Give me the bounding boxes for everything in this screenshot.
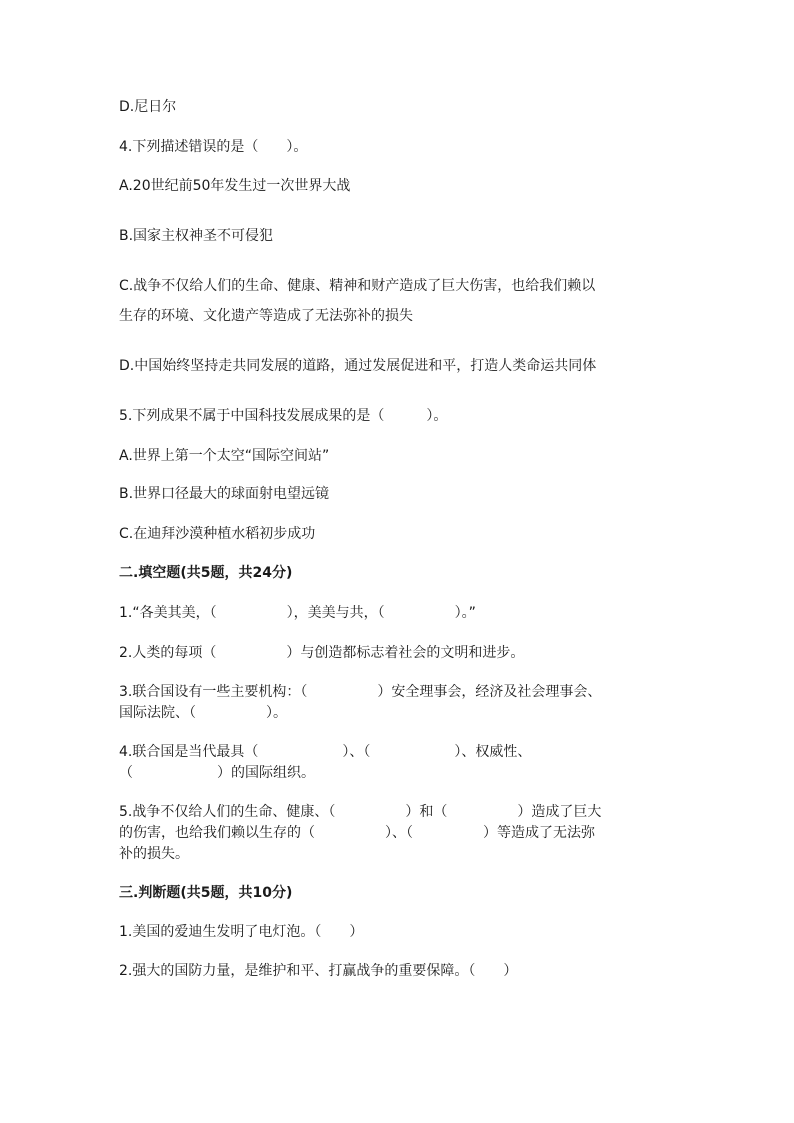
q4-stem: 4.下列描述错误的是（ ）。	[119, 139, 308, 155]
s2-q4-line2: （ ）的国际组织。	[119, 765, 315, 781]
s2-q5-line1: 5.战争不仅给人们的生命、健康、（ ）和（ ）造成了巨大	[119, 804, 602, 820]
s2-q5-line3: 补的损失。	[119, 846, 189, 862]
section2-title: 二.填空题(共5题，共24分)	[119, 565, 293, 581]
s3-q2: 2.强大的国防力量，是维护和平、打赢战争的重要保障。（ ）	[119, 963, 518, 979]
q5-option-a: A.世界上第一个太空“国际空间站”	[119, 448, 330, 464]
s2-q3-line2: 国际法院、（ ）。	[119, 705, 287, 721]
s2-q1: 1.“各美其美，（ ），美美与共，（ ）。”	[119, 605, 476, 621]
s2-q3-line1: 3.联合国设有一些主要机构：（ ）安全理事会，经济及社会理事会、	[119, 684, 602, 700]
q5-stem: 5.下列成果不属于中国科技发展成果的是（ ）。	[119, 408, 448, 424]
s3-q1: 1.美国的爱迪生发明了电灯泡。（ ）	[119, 924, 364, 940]
s2-q4-line1: 4.联合国是当代最具（ ）、（ ）、权威性、	[119, 744, 532, 760]
q4-option-c-line2: 生存的环境、文化遗产等造成了无法弥补的损失	[119, 308, 413, 324]
s2-q2: 2.人类的每项（ ）与创造都标志着社会的文明和进步。	[119, 645, 525, 661]
q4-option-b: B.国家主权神圣不可侵犯	[119, 228, 274, 244]
q4-option-d: D.中国始终坚持走共同发展的道路，通过发展促进和平，打造人类命运共同体	[119, 358, 597, 374]
q3-option-d: D.尼日尔	[119, 99, 177, 115]
q4-option-c-line1: C.战争不仅给人们的生命、健康、精神和财产造成了巨大伤害，也给我们赖以	[119, 278, 596, 294]
q5-option-b: B.世界口径最大的球面射电望远镜	[119, 486, 330, 502]
s2-q5-line2: 的伤害，也给我们赖以生存的（ ）、（ ）等造成了无法弥	[119, 825, 595, 841]
section3-title: 三.判断题(共5题，共10分)	[119, 885, 293, 901]
q5-option-c: C.在迪拜沙漠种植水稻初步成功	[119, 526, 316, 542]
q4-option-a: A.20世纪前50年发生过一次世界大战	[119, 178, 351, 194]
